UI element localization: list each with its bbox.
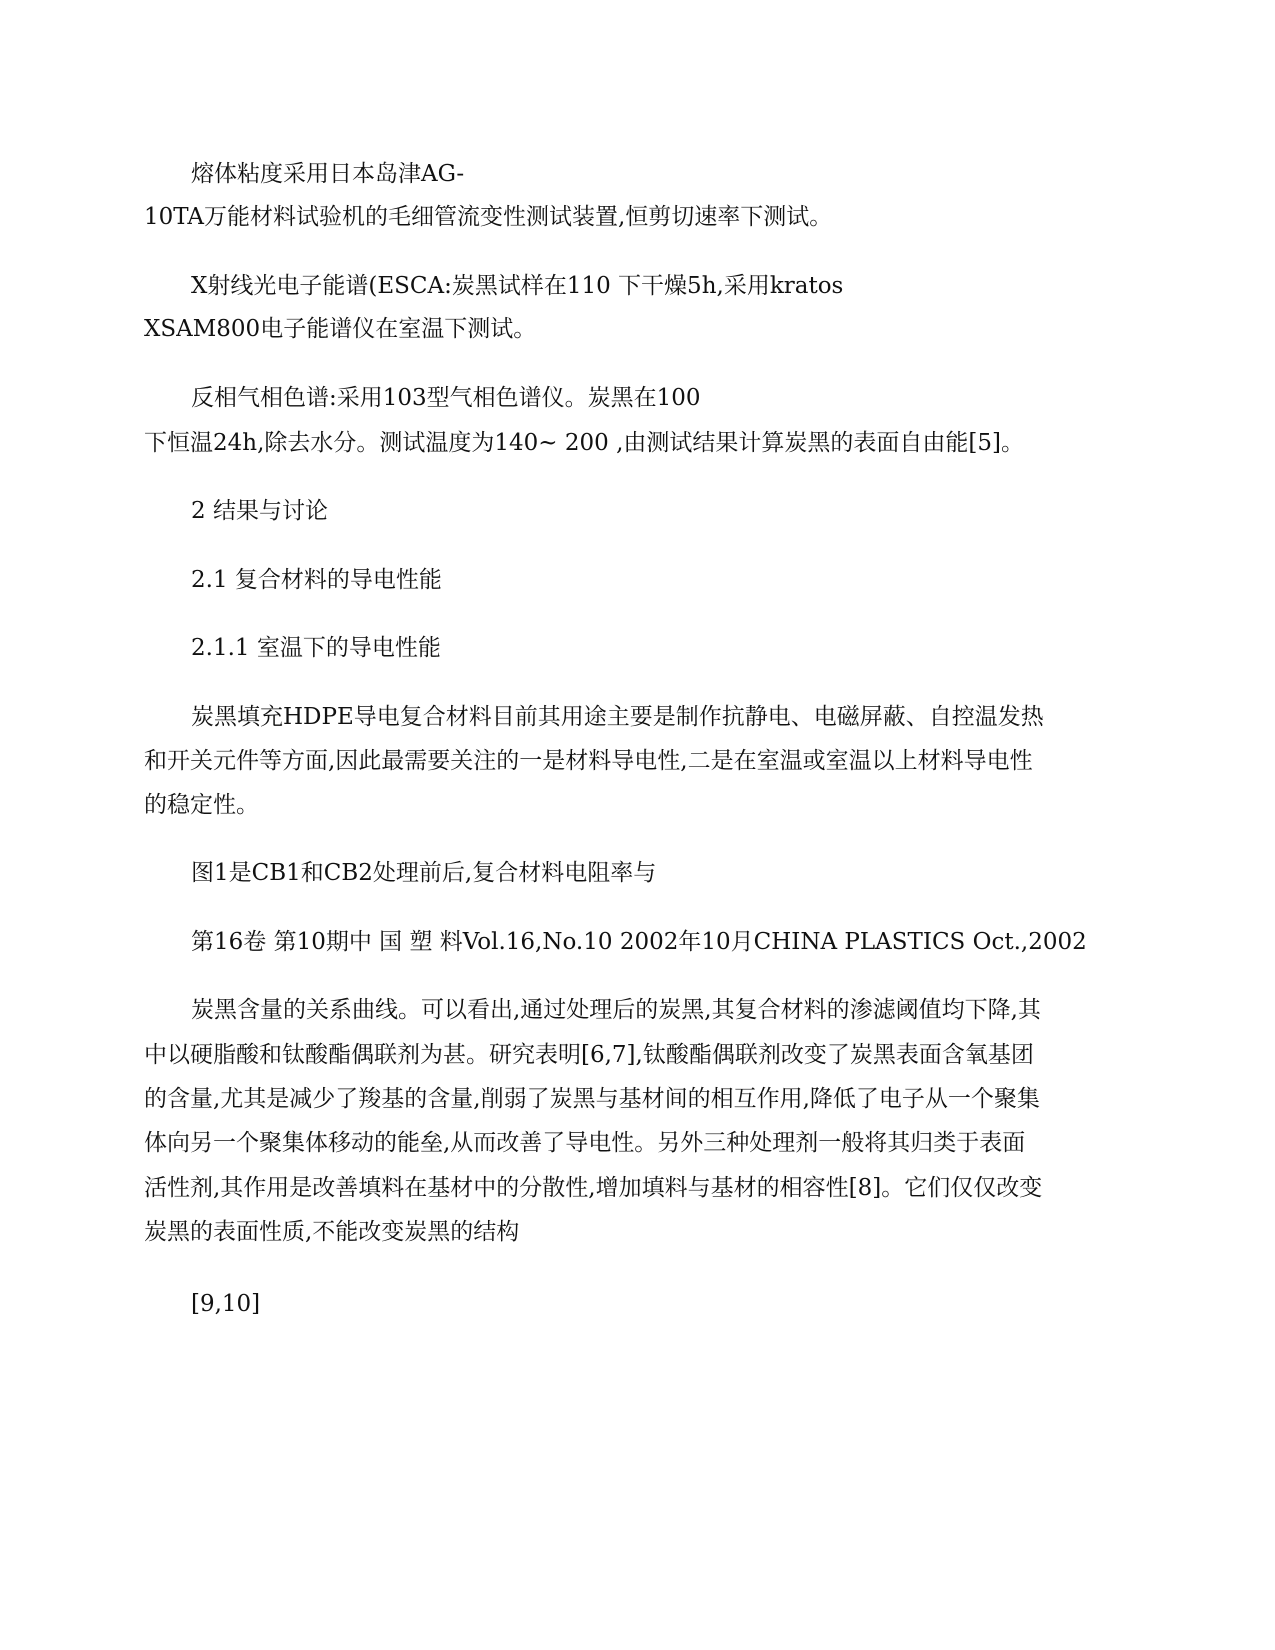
section-heading-results: 2 结果与讨论 — [191, 498, 328, 524]
paragraph-applications-line-2: 和开关元件等方面,因此最需要关注的一是材料导电性,二是在室温或室温以上材料导电性 — [144, 748, 1033, 774]
paragraph-discussion-line-3: 的含量,尤其是减少了羧基的含量,削弱了炭黑与基材间的相互作用,降低了电子从一个聚集 — [144, 1086, 1040, 1112]
paragraph-discussion-line-1: 炭黑含量的关系曲线。可以看出,通过处理后的炭黑,其复合材料的渗滤阈值均下降,其 — [191, 997, 1041, 1023]
section-heading-conductivity: 2.1 复合材料的导电性能 — [191, 567, 442, 593]
paragraph-discussion-line-5: 活性剂,其作用是改善填料在基材中的分散性,增加填料与基材的相容性[8]。它们仅仅改变 — [144, 1175, 1043, 1201]
paragraph-discussion-line-6: 炭黑的表面性质,不能改变炭黑的结构 — [144, 1219, 520, 1245]
paragraph-igc-line-2: 下恒温24h,除去水分。测试温度为140~ 200 ,由测试结果计算炭黑的表面自由能[5]。 — [144, 430, 1024, 456]
paragraph-discussion-line-2: 中以硬脂酸和钛酸酯偶联剂为甚。研究表明[6,7],钛酸酯偶联剂改变了炭黑表面含氧基团 — [144, 1042, 1034, 1068]
paragraph-melt-viscosity-line-2: 10TA万能材料试验机的毛细管流变性测试装置,恒剪切速率下测试。 — [144, 204, 833, 230]
paragraph-applications-line-3: 的稳定性。 — [144, 792, 259, 818]
section-heading-room-temp: 2.1.1 室温下的导电性能 — [191, 635, 441, 661]
paragraph-discussion-line-4: 体向另一个聚集体移动的能垒,从而改善了导电性。另外三种处理剂一般将其归类于表面 — [144, 1130, 1026, 1156]
citation-reference: [9,10] — [191, 1291, 261, 1317]
paragraph-esca-line-2: XSAM800电子能谱仪在室温下测试。 — [144, 316, 537, 342]
paragraph-figure-1-intro: 图1是CB1和CB2处理前后,复合材料电阻率与 — [191, 860, 657, 886]
paragraph-igc-line-1: 反相气相色谱:采用103型气相色谱仪。炭黑在100 — [191, 385, 701, 411]
paragraph-esca-line-1: X射线光电子能谱(ESCA:炭黑试样在110 下干燥5h,采用kratos — [191, 273, 844, 299]
journal-header-info: 第16卷 第10期中 国 塑 料Vol.16,No.10 2002年10月CHINA PLASTICS Oct.,2002 — [191, 929, 1087, 955]
paragraph-applications-line-1: 炭黑填充HDPE导电复合材料目前其用途主要是制作抗静电、电磁屏蔽、自控温发热 — [191, 704, 1044, 730]
paragraph-melt-viscosity-line-1: 熔体粘度采用日本岛津AG- — [191, 161, 465, 187]
